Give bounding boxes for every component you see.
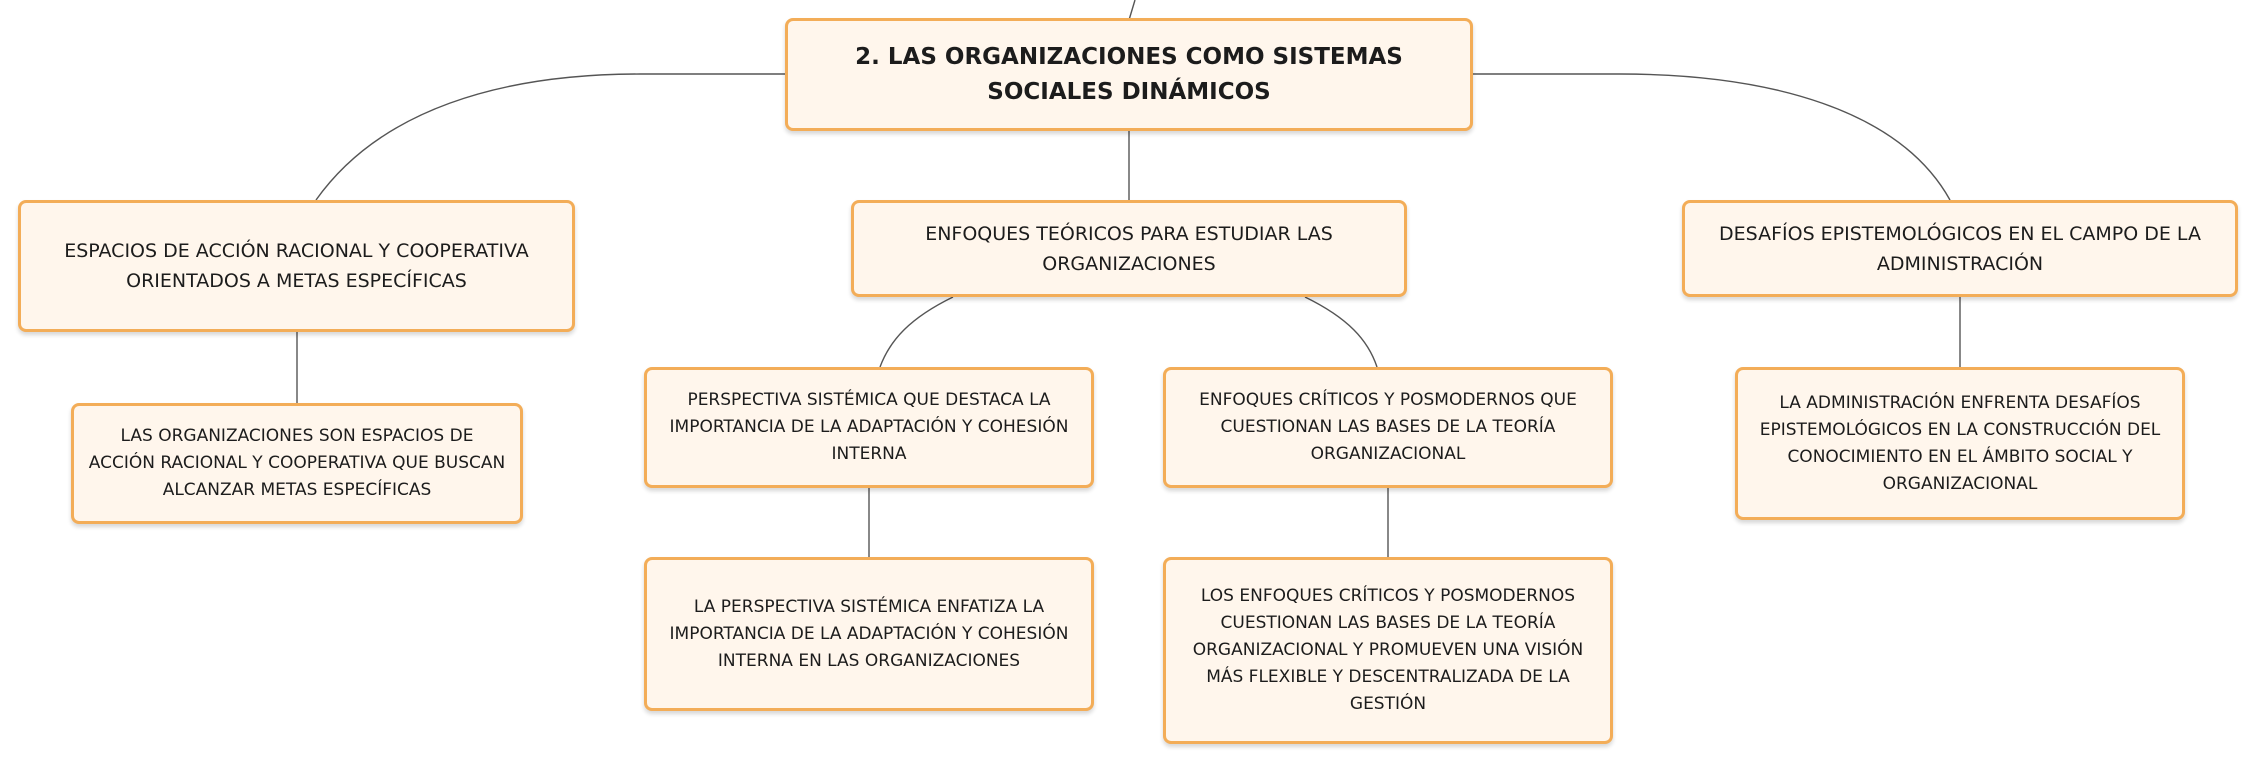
- subtopic-critical[interactable]: [1163, 367, 1613, 488]
- subtopic-critical-detail[interactable]: [1163, 557, 1613, 744]
- topic-approaches-label: ENFOQUES TEÓRICOS PARA ESTUDIAR LAS ORGANIZACIONES: [925, 222, 1333, 275]
- topic-spaces-label: ESPACIOS DE ACCIÓN RACIONAL Y COOPERATIVA ORIENTADOS A METAS ESPECÍFICAS: [64, 240, 529, 292]
- connector-approaches-to-critical: [1305, 297, 1377, 367]
- connector-parent-to-root: [1129, 0, 1135, 20]
- topic-challenges-label: DESAFÍOS EPISTEMOLÓGICOS EN EL CAMPO DE LA ADMINISTRACIÓN: [1719, 222, 2201, 275]
- subtopic-challenges-detail-label: LA ADMINISTRACIÓN ENFRENTA DESAFÍOS EPISTEMOLÓGICOS EN LA CONSTRUCCIÓN DEL CONOCIMIENTO EN EL ÁMBITO SOCIAL Y ORGANIZACIONAL: [1759, 392, 2161, 494]
- connector-root-to-challenges: [1470, 74, 1950, 200]
- subtopic-systemic-detail[interactable]: [644, 557, 1094, 711]
- subtopic-spaces-detail-label: LAS ORGANIZACIONES SON ESPACIOS DE ACCIÓN RACIONAL Y COOPERATIVA QUE BUSCAN ALCANZAR METAS ESPECÍFICAS: [88, 426, 506, 500]
- topic-spaces[interactable]: [18, 200, 575, 332]
- subtopic-systemic[interactable]: [644, 367, 1094, 488]
- subtopic-spaces-detail[interactable]: [71, 403, 523, 524]
- connector-approaches-to-systemic: [880, 297, 953, 367]
- root-topic-label: 2. LAS ORGANIZACIONES COMO SISTEMAS SOCIALES DINÁMICOS: [855, 43, 1403, 105]
- topic-approaches[interactable]: [851, 200, 1407, 297]
- subtopic-systemic-detail-label: LA PERSPECTIVA SISTÉMICA ENFATIZA LA IMPORTANCIA DE LA ADAPTACIÓN Y COHESIÓN INTERNA EN LAS ORGANIZACIONES: [669, 596, 1069, 671]
- topic-challenges[interactable]: [1682, 200, 2238, 297]
- root-topic[interactable]: [785, 18, 1473, 131]
- subtopic-critical-label: ENFOQUES CRÍTICOS Y POSMODERNOS QUE CUESTIONAN LAS BASES DE LA TEORÍA ORGANIZACIONAL: [1199, 390, 1577, 464]
- subtopic-critical-detail-label: LOS ENFOQUES CRÍTICOS Y POSMODERNOS CUESTIONAN LAS BASES DE LA TEORÍA ORGANIZACIONAL Y PROMUEVEN UNA VISIÓN MÁS FLEXIBLE Y DESCENTRALIZADA DE LA GESTIÓN: [1192, 586, 1584, 714]
- connector-root-to-spaces: [316, 74, 788, 200]
- subtopic-systemic-label: PERSPECTIVA SISTÉMICA QUE DESTACA LA IMPORTANCIA DE LA ADAPTACIÓN Y COHESIÓN INTERNA: [669, 390, 1069, 464]
- subtopic-challenges-detail[interactable]: [1735, 367, 2185, 520]
